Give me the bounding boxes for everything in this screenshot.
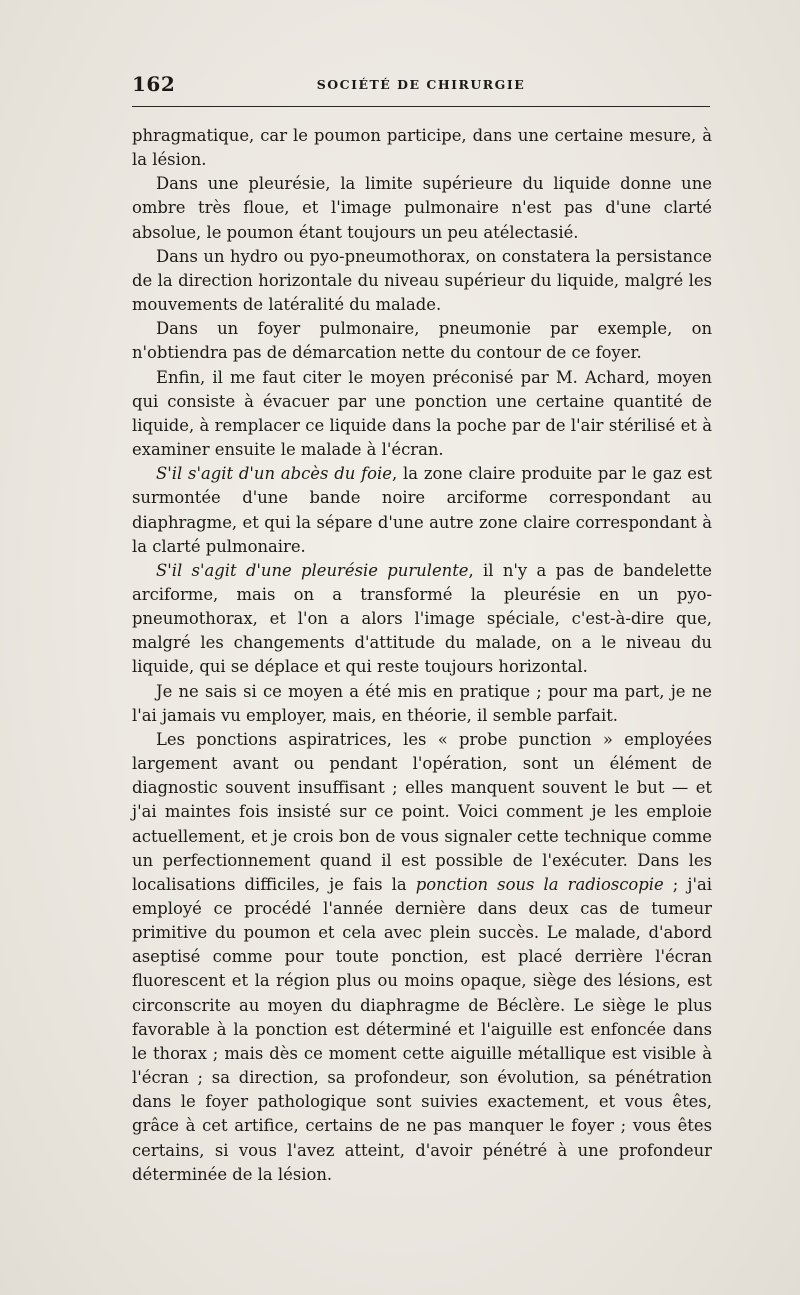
paragraph bbox=[132, 559, 712, 680]
italic-text: S'il s'agit d'un abcès du foie bbox=[156, 464, 392, 484]
paragraph-text: , la zone claire produite par le gaz est surmontée d'une bande noire arciforme correspondant au diaphragme, et qui la sépare d'une autre zone claire correspondant à la clarté pulmonaire. bbox=[132, 464, 712, 556]
paragraph bbox=[132, 728, 712, 1187]
paragraph bbox=[132, 366, 712, 463]
paragraph bbox=[132, 462, 712, 559]
paragraph-text: , il n'y a pas de bandelette arciforme, mais on a transformé la pleurésie en un pyo-pneumothorax, et l'on a alors l'image spéciale, c'est-à-dire que, malgré les changements d'attitude du malade, on a le niveau du liquide, qui se déplace et qui reste toujours horizontal. bbox=[132, 560, 713, 677]
paragraph bbox=[132, 124, 712, 172]
italic-text: S'il s'agit d'une pleurésie purulente bbox=[156, 560, 469, 580]
italic-text: ponction sous la radioscopie bbox=[415, 874, 664, 894]
paragraph-text: Enfin, il me faut citer le moyen préconisé par M. Achard, moyen qui consiste à évacuer par une ponction une certaine quantité de liquide, à remplacer ce liquide dans la poche par de l'air stérilisé et à examiner ensuite le malade à l'écran. bbox=[132, 367, 712, 460]
page-header bbox=[132, 72, 710, 98]
page-number: 162 bbox=[132, 72, 176, 96]
paragraph-text: Les ponctions aspiratrices, les « probe punction » employées largement avant ou pendant l'opération, sont un élément de diagnostic souvent insuffisant ; elles manquent souvent le but — et j'ai maintes fois insisté sur ce point. Voici comment je les emploie actuellement, et je crois bon de vous signaler cette technique comme un perfectionnement quand il est possible de l'exécuter. Dans les localisations difficiles, je fais la bbox=[132, 729, 712, 894]
body-text bbox=[132, 124, 712, 1187]
paragraph-text: Je ne sais si ce moyen a été mis en pratique ; pour ma part, je ne l'ai jamais vu employer, mais, en théorie, il semble parfait. bbox=[132, 681, 712, 725]
paragraph bbox=[132, 172, 712, 244]
paragraph bbox=[132, 245, 712, 317]
running-head: SOCIÉTÉ DE CHIRURGIE bbox=[316, 77, 526, 92]
header-rule bbox=[132, 106, 710, 107]
paragraph bbox=[132, 317, 712, 365]
paragraph-text: ; j'ai employé ce procédé l'année dernière dans deux cas de tumeur primitive du poumon et cela avec plein succès. Le malade, d'abord aseptisé comme pour toute ponction, est placé derrière l'écran fluorescent et la région plus ou moins opaque, siège des lésions, est circonscrite au moyen du diaphragme de Béclère. Le siège le plus favorable à la ponction est déterminé et l'aiguille est enfoncée dans le thorax ; mais dès ce moment cette aiguille métallique est visible à l'écran ; sa direction, sa profondeur, son évolution, sa pénétration dans le foyer pathologique sont suivies exactement, et vous êtes, grâce à cet artifice, certains de ne pas manquer le foyer ; vous êtes certains, si vous l'avez atteint, d'avoir pénétré à une profondeur déterminée de la lésion. bbox=[132, 874, 713, 1184]
paragraph bbox=[132, 680, 712, 728]
paragraph-text: Dans un hydro ou pyo-pneumothorax, on constatera la persistance de la direction horizontale du niveau supérieur du liquide, malgré les mouvements de latéralité du malade. bbox=[132, 246, 712, 315]
paragraph-text: phragmatique, car le poumon participe, dans une certaine mesure, à la lésion. bbox=[132, 126, 712, 170]
paragraph-text: Dans un foyer pulmonaire, pneumonie par exemple, on n'obtiendra pas de démarcation nette du contour de ce foyer. bbox=[132, 319, 712, 363]
paragraph-text: Dans une pleurésie, la limite supérieure du liquide donne une ombre très floue, et l'image pulmonaire n'est pas d'une clarté absolue, le poumon étant toujours un peu atélectasié. bbox=[132, 174, 712, 242]
